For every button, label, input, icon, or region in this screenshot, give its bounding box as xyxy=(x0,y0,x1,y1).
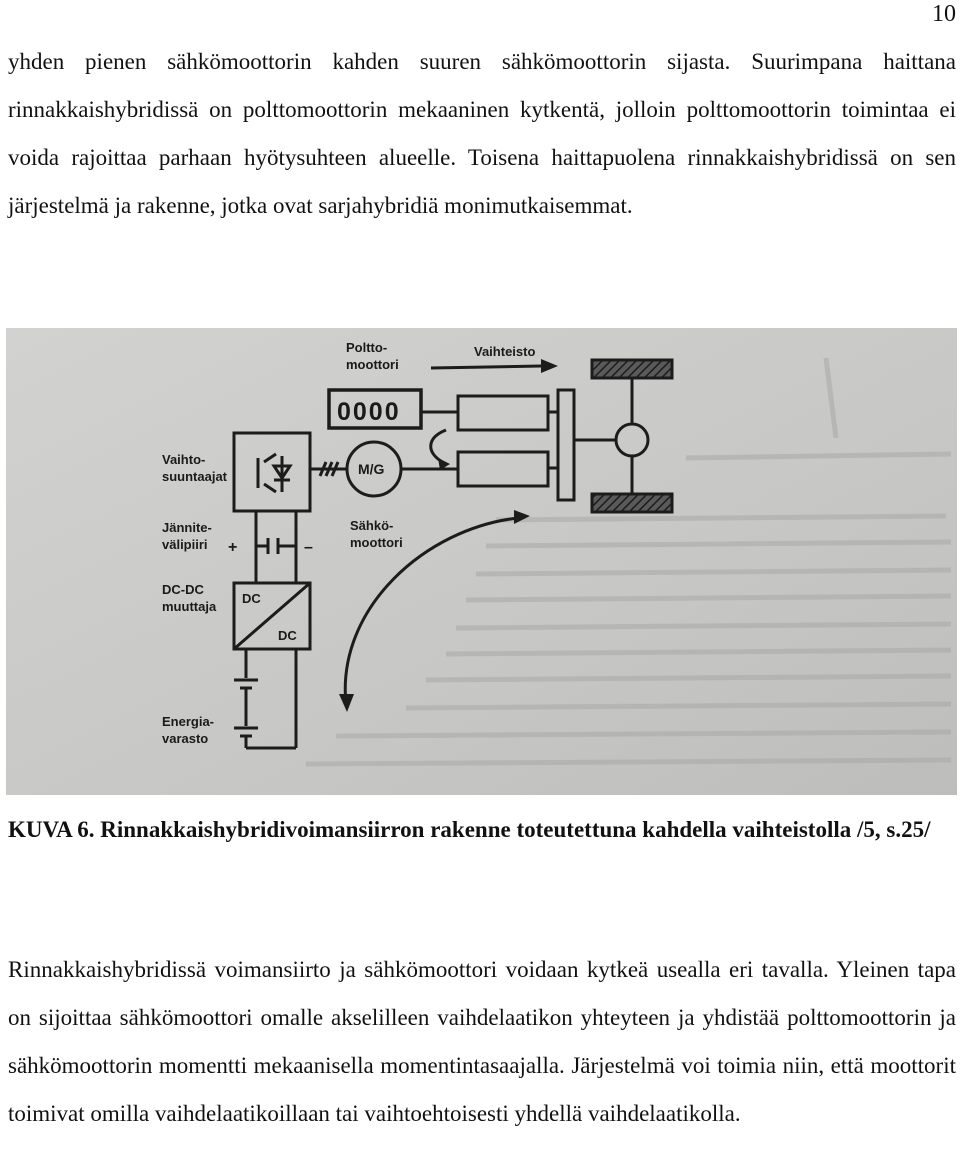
label-jannitevalipiiri-1: Jännite- xyxy=(162,520,212,535)
label-vaihteisto: Vaihteisto xyxy=(474,344,536,359)
label-sahkomoottori-1: Sähkö- xyxy=(350,518,394,533)
body-paragraph-1: yhden pienen sähkömoottorin kahden suuren sähkömoottorin sijasta. Suurimpana haittana rinnakkaishybridissä on polttomoottorin mekaaninen kytkentä, jolloin polttomoottorin toimintaa ei voida rajoittaa parhaan hyötysuhteen alueelle. Toisena haittapuolena rinnakkaishybridissä on sen järjestelmä ja rakenne, jotka ovat sarjahybridiä monimutkaisemmat. xyxy=(8,49,956,218)
label-energiavarasto-2: varasto xyxy=(162,731,209,746)
label-dcdc-2: muuttaja xyxy=(162,599,217,614)
wheel-bottom xyxy=(592,494,672,512)
page-number: 10 xyxy=(932,1,956,27)
label-mg: M/G xyxy=(358,461,385,477)
powertrain-diagram xyxy=(6,328,957,795)
paper-background xyxy=(6,328,957,795)
label-energiavarasto-1: Energia- xyxy=(162,714,215,729)
label-polttomoottori-2: moottori xyxy=(346,357,399,372)
label-polttomoottori-1: Poltto- xyxy=(346,340,388,355)
label-dc-bottom: DC xyxy=(278,628,297,643)
label-vaihtosuuntaajat-2: suuntaajat xyxy=(162,469,228,484)
label-minus: – xyxy=(304,539,313,556)
label-plus: + xyxy=(228,539,238,556)
body-paragraph-2: Rinnakkaishybridissä voimansiirto ja sähkömoottori voidaan kytkeä usealla eri tavalla. Yleinen tapa on sijoittaa sähkömoottori omalle akselilleen vaihdelaatikon yhteyteen ja yhdistää polttomoottorin ja sähkömoottorin momentti mekaanisella momentintasaajalla. Järjestelmä voi toimia niin, että moottorit toimivat omilla vaihdelaatikoillaan tai vaihtoehtoisesti yhdellä vaihdelaatikolla. xyxy=(8,957,956,1126)
figure-caption: KUVA 6. Rinnakkaishybridivoimansiirron rakenne toteutettuna kahdella vaihteistolla /5, s.25/ xyxy=(8,817,931,842)
figure-photo xyxy=(6,328,957,795)
label-dc-top: DC xyxy=(242,591,261,606)
wheel-top xyxy=(592,360,672,378)
label-vaihtosuuntaajat-1: Vaihto- xyxy=(162,452,206,467)
label-jannitevalipiiri-2: välipiiri xyxy=(162,537,208,552)
label-sahkomoottori-2: moottori xyxy=(350,535,403,550)
label-dcdc-1: DC-DC xyxy=(162,582,204,597)
engine-display: 0000 xyxy=(337,398,401,426)
